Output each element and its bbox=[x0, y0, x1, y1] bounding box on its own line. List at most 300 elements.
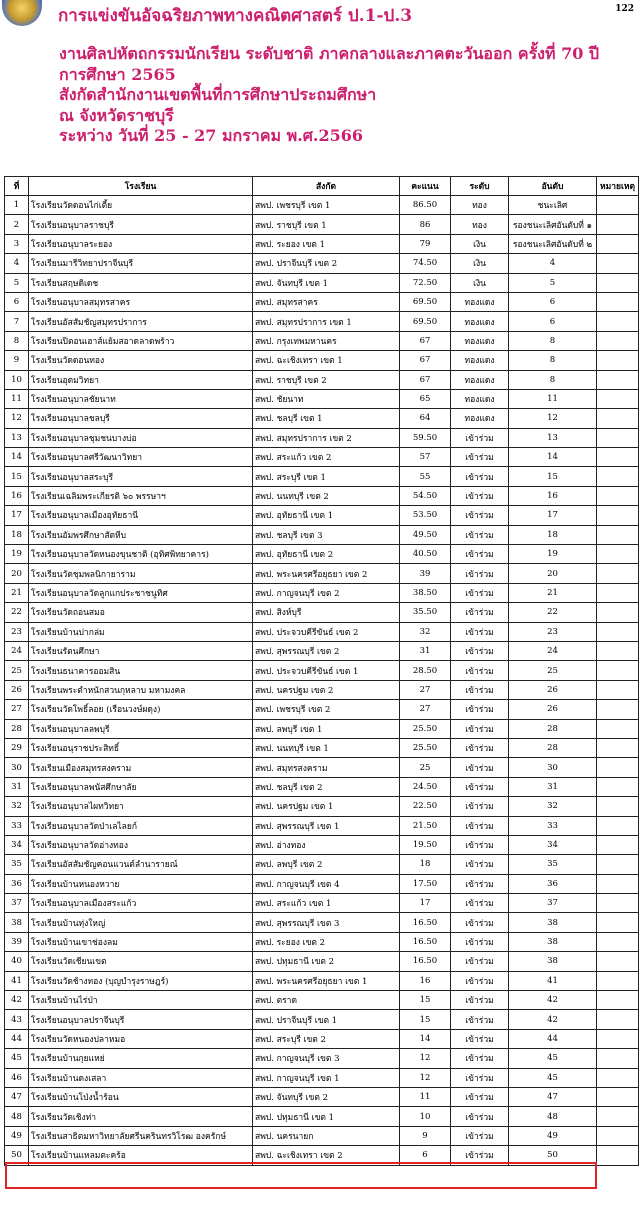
score: 15 bbox=[400, 991, 451, 1010]
row-number: 40 bbox=[5, 952, 29, 971]
school-name: โรงเรียนวัดหนองปลาหมอ bbox=[29, 1029, 253, 1048]
table-row bbox=[5, 797, 639, 816]
table-row bbox=[5, 292, 639, 311]
row-number: 38 bbox=[5, 913, 29, 932]
affiliation: สพป. จันทบุรี เขต 2 bbox=[253, 1087, 400, 1106]
affiliation: สพป. พระนครศรีอยุธยา เขต 2 bbox=[253, 564, 400, 583]
school-name: โรงเรียนวัดเชิงท่า bbox=[29, 1107, 253, 1126]
affiliation: สพป. สระบุรี เขต 1 bbox=[253, 467, 400, 486]
header-remark: หมายเหตุ bbox=[597, 177, 639, 196]
table-row bbox=[5, 1087, 639, 1106]
table-row bbox=[5, 1068, 639, 1087]
school-name: โรงเรียนอนุบาลปราจีนบุรี bbox=[29, 1010, 253, 1029]
affiliation: สพป. ราชบุรี เขต 2 bbox=[253, 370, 400, 389]
remark bbox=[597, 874, 639, 893]
school-name: โรงเรียนอนุบาลวัดลูกแกประชาชนูทิศ bbox=[29, 583, 253, 602]
table-row bbox=[5, 835, 639, 854]
rank: 8 bbox=[509, 370, 597, 389]
affiliation: สพป. กรุงเทพมหานคร bbox=[253, 331, 400, 350]
table-row bbox=[5, 583, 639, 602]
score: 55 bbox=[400, 467, 451, 486]
row-number: 11 bbox=[5, 389, 29, 408]
score: 67 bbox=[400, 331, 451, 350]
affiliation: สพป. สุพรรณบุรี เขต 3 bbox=[253, 913, 400, 932]
table-row bbox=[5, 971, 639, 990]
table-row bbox=[5, 816, 639, 835]
affiliation: สพป. อุทัยธานี เขต 1 bbox=[253, 506, 400, 525]
table-row bbox=[5, 506, 639, 525]
rank: 30 bbox=[509, 758, 597, 777]
school-name: โรงเรียนอนุบาลศรีวัฒนาวิทยา bbox=[29, 448, 253, 467]
rank: 34 bbox=[509, 835, 597, 854]
row-number: 22 bbox=[5, 603, 29, 622]
remark bbox=[597, 622, 639, 641]
table-row bbox=[5, 351, 639, 370]
affiliation: สพป. ปราจีนบุรี เขต 1 bbox=[253, 1010, 400, 1029]
medal-level: เข้าร่วม bbox=[451, 1049, 509, 1068]
affiliation: สพป. ลพบุรี เขต 1 bbox=[253, 719, 400, 738]
row-number: 43 bbox=[5, 1010, 29, 1029]
affiliation: สพป. สระแก้ว เขต 2 bbox=[253, 448, 400, 467]
rank: 38 bbox=[509, 952, 597, 971]
table-row bbox=[5, 1126, 639, 1145]
rank: 22 bbox=[509, 603, 597, 622]
remark bbox=[597, 331, 639, 350]
school-name: โรงเรียนอัสสัมชัญคอนแวนต์ลำนารายณ์ bbox=[29, 855, 253, 874]
row-number: 49 bbox=[5, 1126, 29, 1145]
score: 28.50 bbox=[400, 661, 451, 680]
school-name: โรงเรียนบ้านแหลมตะคร้อ bbox=[29, 1146, 253, 1165]
table-row bbox=[5, 758, 639, 777]
table-row bbox=[5, 1146, 639, 1165]
remark bbox=[597, 1010, 639, 1029]
school-name: โรงเรียนอนุบาลไผทวิทยา bbox=[29, 797, 253, 816]
score: 19.50 bbox=[400, 835, 451, 854]
remark bbox=[597, 738, 639, 757]
score: 16.50 bbox=[400, 913, 451, 932]
remark bbox=[597, 894, 639, 913]
school-name: โรงเรียนรัตนศึกษา bbox=[29, 641, 253, 660]
medal-level: เข้าร่วม bbox=[451, 622, 509, 641]
score: 57 bbox=[400, 448, 451, 467]
medal-level: ทองแดง bbox=[451, 292, 509, 311]
remark bbox=[597, 312, 639, 331]
row-number: 21 bbox=[5, 583, 29, 602]
score: 16.50 bbox=[400, 932, 451, 951]
remark bbox=[597, 641, 639, 660]
remark bbox=[597, 545, 639, 564]
table-row bbox=[5, 622, 639, 641]
row-number: 50 bbox=[5, 1146, 29, 1165]
table-row bbox=[5, 234, 639, 253]
school-name: โรงเรียนปิตอนเฮาส์แย้มสอาดลาดพร้าว bbox=[29, 331, 253, 350]
affiliation: สพป. ราชบุรี เขต 1 bbox=[253, 215, 400, 234]
remark bbox=[597, 564, 639, 583]
remark bbox=[597, 1107, 639, 1126]
rank: 13 bbox=[509, 428, 597, 447]
medal-level: เข้าร่วม bbox=[451, 525, 509, 544]
table-row bbox=[5, 467, 639, 486]
row-number: 13 bbox=[5, 428, 29, 447]
affiliation: สพป. นครปฐม เขต 2 bbox=[253, 680, 400, 699]
medal-level: เข้าร่วม bbox=[451, 816, 509, 835]
school-name: โรงเรียนอนุบาลชัยนาท bbox=[29, 389, 253, 408]
school-name: โรงเรียนอนุบาลระยอง bbox=[29, 234, 253, 253]
affiliation: สพป. ปทุมธานี เขต 2 bbox=[253, 952, 400, 971]
medal-level: เข้าร่วม bbox=[451, 855, 509, 874]
remark bbox=[597, 196, 639, 215]
row-number: 5 bbox=[5, 273, 29, 292]
row-number: 10 bbox=[5, 370, 29, 389]
score: 6 bbox=[400, 1146, 451, 1165]
table-row bbox=[5, 428, 639, 447]
affiliation: สพป. เพชรบุรี เขต 2 bbox=[253, 700, 400, 719]
school-name: โรงเรียนวัดดอนไก่เตี้ย bbox=[29, 196, 253, 215]
medal-level: เข้าร่วม bbox=[451, 1107, 509, 1126]
table-row bbox=[5, 777, 639, 796]
medal-level: เข้าร่วม bbox=[451, 448, 509, 467]
medal-level: เข้าร่วม bbox=[451, 1010, 509, 1029]
school-name: โรงเรียนบ้านเขาช่องลม bbox=[29, 932, 253, 951]
row-number: 36 bbox=[5, 874, 29, 893]
remark bbox=[597, 254, 639, 273]
remark bbox=[597, 971, 639, 990]
school-name: โรงเรียนเฉลิมพระเกียรติ ๖๐ พรรษาฯ bbox=[29, 486, 253, 505]
remark bbox=[597, 506, 639, 525]
school-name: โรงเรียนอัมพรศึกษาสัตหีบ bbox=[29, 525, 253, 544]
medal-level: ทองแดง bbox=[451, 312, 509, 331]
table-row bbox=[5, 913, 639, 932]
rank: 25 bbox=[509, 661, 597, 680]
rank: 24 bbox=[509, 641, 597, 660]
affiliation: สพป. สมุทรปราการ เขต 1 bbox=[253, 312, 400, 331]
affiliation: สพป. ประจวบคีรีขันธ์ เขต 1 bbox=[253, 661, 400, 680]
medal-level: เข้าร่วม bbox=[451, 777, 509, 796]
affiliation: สพป. พระนครศรีอยุธยา เขต 1 bbox=[253, 971, 400, 990]
medal-level: เข้าร่วม bbox=[451, 738, 509, 757]
table-row bbox=[5, 1010, 639, 1029]
remark bbox=[597, 583, 639, 602]
subtitle-line: การศึกษา 2565 bbox=[59, 64, 176, 84]
rank: 31 bbox=[509, 777, 597, 796]
affiliation: สพป. ระยอง เขต 1 bbox=[253, 234, 400, 253]
school-name: โรงเรียนอนุบาลเมืองสระแก้ว bbox=[29, 894, 253, 913]
school-name: โรงเรียนเมืองสมุทรสงคราม bbox=[29, 758, 253, 777]
remark bbox=[597, 1087, 639, 1106]
medal-level: เงิน bbox=[451, 254, 509, 273]
header-affiliation: สังกัด bbox=[253, 177, 400, 196]
row-number: 7 bbox=[5, 312, 29, 331]
header-rank: อันดับ bbox=[509, 177, 597, 196]
table-row bbox=[5, 738, 639, 757]
row-number: 19 bbox=[5, 545, 29, 564]
affiliation: สพป. กาญจนบุรี เขต 1 bbox=[253, 1068, 400, 1087]
row-number: 24 bbox=[5, 641, 29, 660]
score: 67 bbox=[400, 370, 451, 389]
table-row bbox=[5, 855, 639, 874]
remark bbox=[597, 932, 639, 951]
medal-level: เข้าร่วม bbox=[451, 1068, 509, 1087]
score: 39 bbox=[400, 564, 451, 583]
row-number: 35 bbox=[5, 855, 29, 874]
medal-level: เข้าร่วม bbox=[451, 874, 509, 893]
row-number: 15 bbox=[5, 467, 29, 486]
subtitle-line: ระหว่าง วันที่ 25 - 27 มกราคม พ.ศ.2566 bbox=[59, 126, 364, 146]
event-subtitle bbox=[59, 44, 619, 147]
score: 25 bbox=[400, 758, 451, 777]
rank: 28 bbox=[509, 719, 597, 738]
remark bbox=[597, 409, 639, 428]
school-name: โรงเรียนอนุบาลวัดหนองขุนชาติ (อุทิศพิทยาคาร) bbox=[29, 545, 253, 564]
school-name: โรงเรียนสฤษดิเดช bbox=[29, 273, 253, 292]
school-name: โรงเรียนวัดช้างทอง (บุญบำรุงราษฎร์) bbox=[29, 971, 253, 990]
rank: 16 bbox=[509, 486, 597, 505]
row-number: 46 bbox=[5, 1068, 29, 1087]
rank: 47 bbox=[509, 1087, 597, 1106]
table-row bbox=[5, 389, 639, 408]
score: 12 bbox=[400, 1068, 451, 1087]
rank: 44 bbox=[509, 1029, 597, 1048]
school-name: โรงเรียนอุดมวิทยา bbox=[29, 370, 253, 389]
row-number: 32 bbox=[5, 797, 29, 816]
score: 79 bbox=[400, 234, 451, 253]
row-number: 3 bbox=[5, 234, 29, 253]
medal-level: เงิน bbox=[451, 234, 509, 253]
score: 12 bbox=[400, 1049, 451, 1068]
medal-level: เข้าร่วม bbox=[451, 583, 509, 602]
table-row bbox=[5, 525, 639, 544]
rank: 8 bbox=[509, 351, 597, 370]
school-name: โรงเรียนอนุบาลชุมชนบางบ่อ bbox=[29, 428, 253, 447]
affiliation: สพป. กาญจนบุรี เขต 3 bbox=[253, 1049, 400, 1068]
rank: 42 bbox=[509, 1010, 597, 1029]
table-row bbox=[5, 545, 639, 564]
remark bbox=[597, 1146, 639, 1165]
table-row bbox=[5, 448, 639, 467]
score: 21.50 bbox=[400, 816, 451, 835]
school-name: โรงเรียนพระตำหนักสวนกุหลาบ มหามงคล bbox=[29, 680, 253, 699]
school-name: โรงเรียนวัดเชียนเขต bbox=[29, 952, 253, 971]
remark bbox=[597, 1029, 639, 1048]
rank: 26 bbox=[509, 680, 597, 699]
school-name: โรงเรียนบ้านปากล่ม bbox=[29, 622, 253, 641]
school-name: โรงเรียนอนุบาลลพบุรี bbox=[29, 719, 253, 738]
row-number: 42 bbox=[5, 991, 29, 1010]
row-number: 14 bbox=[5, 448, 29, 467]
remark bbox=[597, 486, 639, 505]
rank: 6 bbox=[509, 292, 597, 311]
school-name: โรงเรียนมารีวิทยาปราจีนบุรี bbox=[29, 254, 253, 273]
row-number: 6 bbox=[5, 292, 29, 311]
rank: 41 bbox=[509, 971, 597, 990]
affiliation: สพป. ตราด bbox=[253, 991, 400, 1010]
affiliation: สพป. นนทบุรี เขต 2 bbox=[253, 486, 400, 505]
school-name: โรงเรียนบ้านกุยแหย่ bbox=[29, 1049, 253, 1068]
affiliation: สพป. สุพรรณบุรี เขต 1 bbox=[253, 816, 400, 835]
remark bbox=[597, 680, 639, 699]
remark bbox=[597, 952, 639, 971]
rank: 49 bbox=[509, 1126, 597, 1145]
row-number: 39 bbox=[5, 932, 29, 951]
row-number: 26 bbox=[5, 680, 29, 699]
score: 74.50 bbox=[400, 254, 451, 273]
medal-level: ทองแดง bbox=[451, 370, 509, 389]
subtitle-line: สังกัดสำนักงานเขตพื้นที่การศึกษาประถมศึกษา bbox=[59, 85, 377, 105]
remark bbox=[597, 448, 639, 467]
subtitle-line: ณ จังหวัดราชบุรี bbox=[59, 105, 174, 125]
school-name: โรงเรียนอนุบาลพนัสศึกษาลัย bbox=[29, 777, 253, 796]
medal-level: ทองแดง bbox=[451, 351, 509, 370]
medal-level: ทองแดง bbox=[451, 331, 509, 350]
score: 17 bbox=[400, 894, 451, 913]
score: 25.50 bbox=[400, 738, 451, 757]
score: 53.50 bbox=[400, 506, 451, 525]
affiliation: สพป. นครปฐม เขต 1 bbox=[253, 797, 400, 816]
affiliation: สพป. สมุทรสาคร bbox=[253, 292, 400, 311]
rank: 36 bbox=[509, 874, 597, 893]
score: 59.50 bbox=[400, 428, 451, 447]
medal-level: เข้าร่วม bbox=[451, 971, 509, 990]
medal-level: เข้าร่วม bbox=[451, 641, 509, 660]
affiliation: สพป. เพชรบุรี เขต 1 bbox=[253, 196, 400, 215]
row-number: 41 bbox=[5, 971, 29, 990]
affiliation: สพป. ชลบุรี เขต 3 bbox=[253, 525, 400, 544]
remark bbox=[597, 797, 639, 816]
table-row bbox=[5, 1029, 639, 1048]
remark bbox=[597, 215, 639, 234]
rank: 38 bbox=[509, 913, 597, 932]
score: 14 bbox=[400, 1029, 451, 1048]
row-number: 29 bbox=[5, 738, 29, 757]
row-number: 20 bbox=[5, 564, 29, 583]
row-number: 2 bbox=[5, 215, 29, 234]
school-name: โรงเรียนบ้านดงเสลา bbox=[29, 1068, 253, 1087]
table-row bbox=[5, 196, 639, 215]
score: 49.50 bbox=[400, 525, 451, 544]
table-row bbox=[5, 312, 639, 331]
table-row bbox=[5, 370, 639, 389]
score: 69.50 bbox=[400, 312, 451, 331]
school-name: โรงเรียนอนุบาลสมุทรสาคร bbox=[29, 292, 253, 311]
school-name: โรงเรียนบ้านโป่งน้ำร้อน bbox=[29, 1087, 253, 1106]
remark bbox=[597, 758, 639, 777]
affiliation: สพป. นนทบุรี เขต 1 bbox=[253, 738, 400, 757]
medal-level: เข้าร่วม bbox=[451, 1087, 509, 1106]
score: 24.50 bbox=[400, 777, 451, 796]
rank: 38 bbox=[509, 932, 597, 951]
score: 22.50 bbox=[400, 797, 451, 816]
score: 27 bbox=[400, 680, 451, 699]
score: 32 bbox=[400, 622, 451, 641]
rank: 15 bbox=[509, 467, 597, 486]
score: 17.50 bbox=[400, 874, 451, 893]
rank: 14 bbox=[509, 448, 597, 467]
remark bbox=[597, 661, 639, 680]
remark bbox=[597, 603, 639, 622]
row-number: 4 bbox=[5, 254, 29, 273]
row-number: 23 bbox=[5, 622, 29, 641]
score: 40.50 bbox=[400, 545, 451, 564]
remark bbox=[597, 525, 639, 544]
score: 64 bbox=[400, 409, 451, 428]
row-number: 9 bbox=[5, 351, 29, 370]
affiliation: สพป. ฉะเชิงเทรา เขต 2 bbox=[253, 1146, 400, 1165]
table-row bbox=[5, 894, 639, 913]
table-row bbox=[5, 603, 639, 622]
school-name: โรงเรียนอนุบาลวัดอ่างทอง bbox=[29, 835, 253, 854]
rank: 4 bbox=[509, 254, 597, 273]
medal-level: เข้าร่วม bbox=[451, 719, 509, 738]
medal-level: เข้าร่วม bbox=[451, 506, 509, 525]
remark bbox=[597, 777, 639, 796]
medal-level: ทอง bbox=[451, 215, 509, 234]
row-number: 8 bbox=[5, 331, 29, 350]
row-number: 1 bbox=[5, 196, 29, 215]
medal-level: เข้าร่วม bbox=[451, 486, 509, 505]
affiliation: สพป. สมุทรปราการ เขต 2 bbox=[253, 428, 400, 447]
affiliation: สพป. ปราจีนบุรี เขต 2 bbox=[253, 254, 400, 273]
header-level: ระดับ bbox=[451, 177, 509, 196]
table-row bbox=[5, 680, 639, 699]
score: 25.50 bbox=[400, 719, 451, 738]
header-no: ที่ bbox=[5, 177, 29, 196]
affiliation: สพป. จันทบุรี เขต 1 bbox=[253, 273, 400, 292]
table-row bbox=[5, 215, 639, 234]
row-number: 27 bbox=[5, 700, 29, 719]
rank: 33 bbox=[509, 816, 597, 835]
table-row bbox=[5, 273, 639, 292]
score: 15 bbox=[400, 1010, 451, 1029]
table-row bbox=[5, 1107, 639, 1126]
score: 27 bbox=[400, 700, 451, 719]
row-number: 37 bbox=[5, 894, 29, 913]
rank: 23 bbox=[509, 622, 597, 641]
rank: 28 bbox=[509, 738, 597, 757]
remark bbox=[597, 719, 639, 738]
row-number: 44 bbox=[5, 1029, 29, 1048]
subtitle-line: งานศิลปหัตถกรรมนักเรียน ระดับชาติ ภาคกลางและภาคตะวันออก ครั้งที่ 70 ปี bbox=[59, 44, 600, 63]
affiliation: สพป. ชลบุรี เขต 1 bbox=[253, 409, 400, 428]
medal-level: เข้าร่วม bbox=[451, 1029, 509, 1048]
remark bbox=[597, 913, 639, 932]
row-number: 33 bbox=[5, 816, 29, 835]
rank: รองชนะเลิศอันดับที่ ๑ bbox=[509, 215, 597, 234]
affiliation: สพป. ลพบุรี เขต 2 bbox=[253, 855, 400, 874]
table-row bbox=[5, 486, 639, 505]
score: 9 bbox=[400, 1126, 451, 1145]
medal-level: เข้าร่วม bbox=[451, 700, 509, 719]
score: 54.50 bbox=[400, 486, 451, 505]
rank: 26 bbox=[509, 700, 597, 719]
row-number: 45 bbox=[5, 1049, 29, 1068]
medal-level: เข้าร่วม bbox=[451, 932, 509, 951]
affiliation: สพป. กาญจนบุรี เขต 2 bbox=[253, 583, 400, 602]
medal-level: เข้าร่วม bbox=[451, 952, 509, 971]
rank: 6 bbox=[509, 312, 597, 331]
affiliation: สพป. ฉะเชิงเทรา เขต 1 bbox=[253, 351, 400, 370]
affiliation: สพป. ประจวบคีรีขันธ์ เขต 2 bbox=[253, 622, 400, 641]
table-row bbox=[5, 952, 639, 971]
medal-level: เข้าร่วม bbox=[451, 680, 509, 699]
remark bbox=[597, 855, 639, 874]
score: 69.50 bbox=[400, 292, 451, 311]
school-name: โรงเรียนอนุราชประสิทธิ์ bbox=[29, 738, 253, 757]
score: 18 bbox=[400, 855, 451, 874]
medal-level: เข้าร่วม bbox=[451, 894, 509, 913]
row-number: 25 bbox=[5, 661, 29, 680]
score: 72.50 bbox=[400, 273, 451, 292]
remark bbox=[597, 389, 639, 408]
